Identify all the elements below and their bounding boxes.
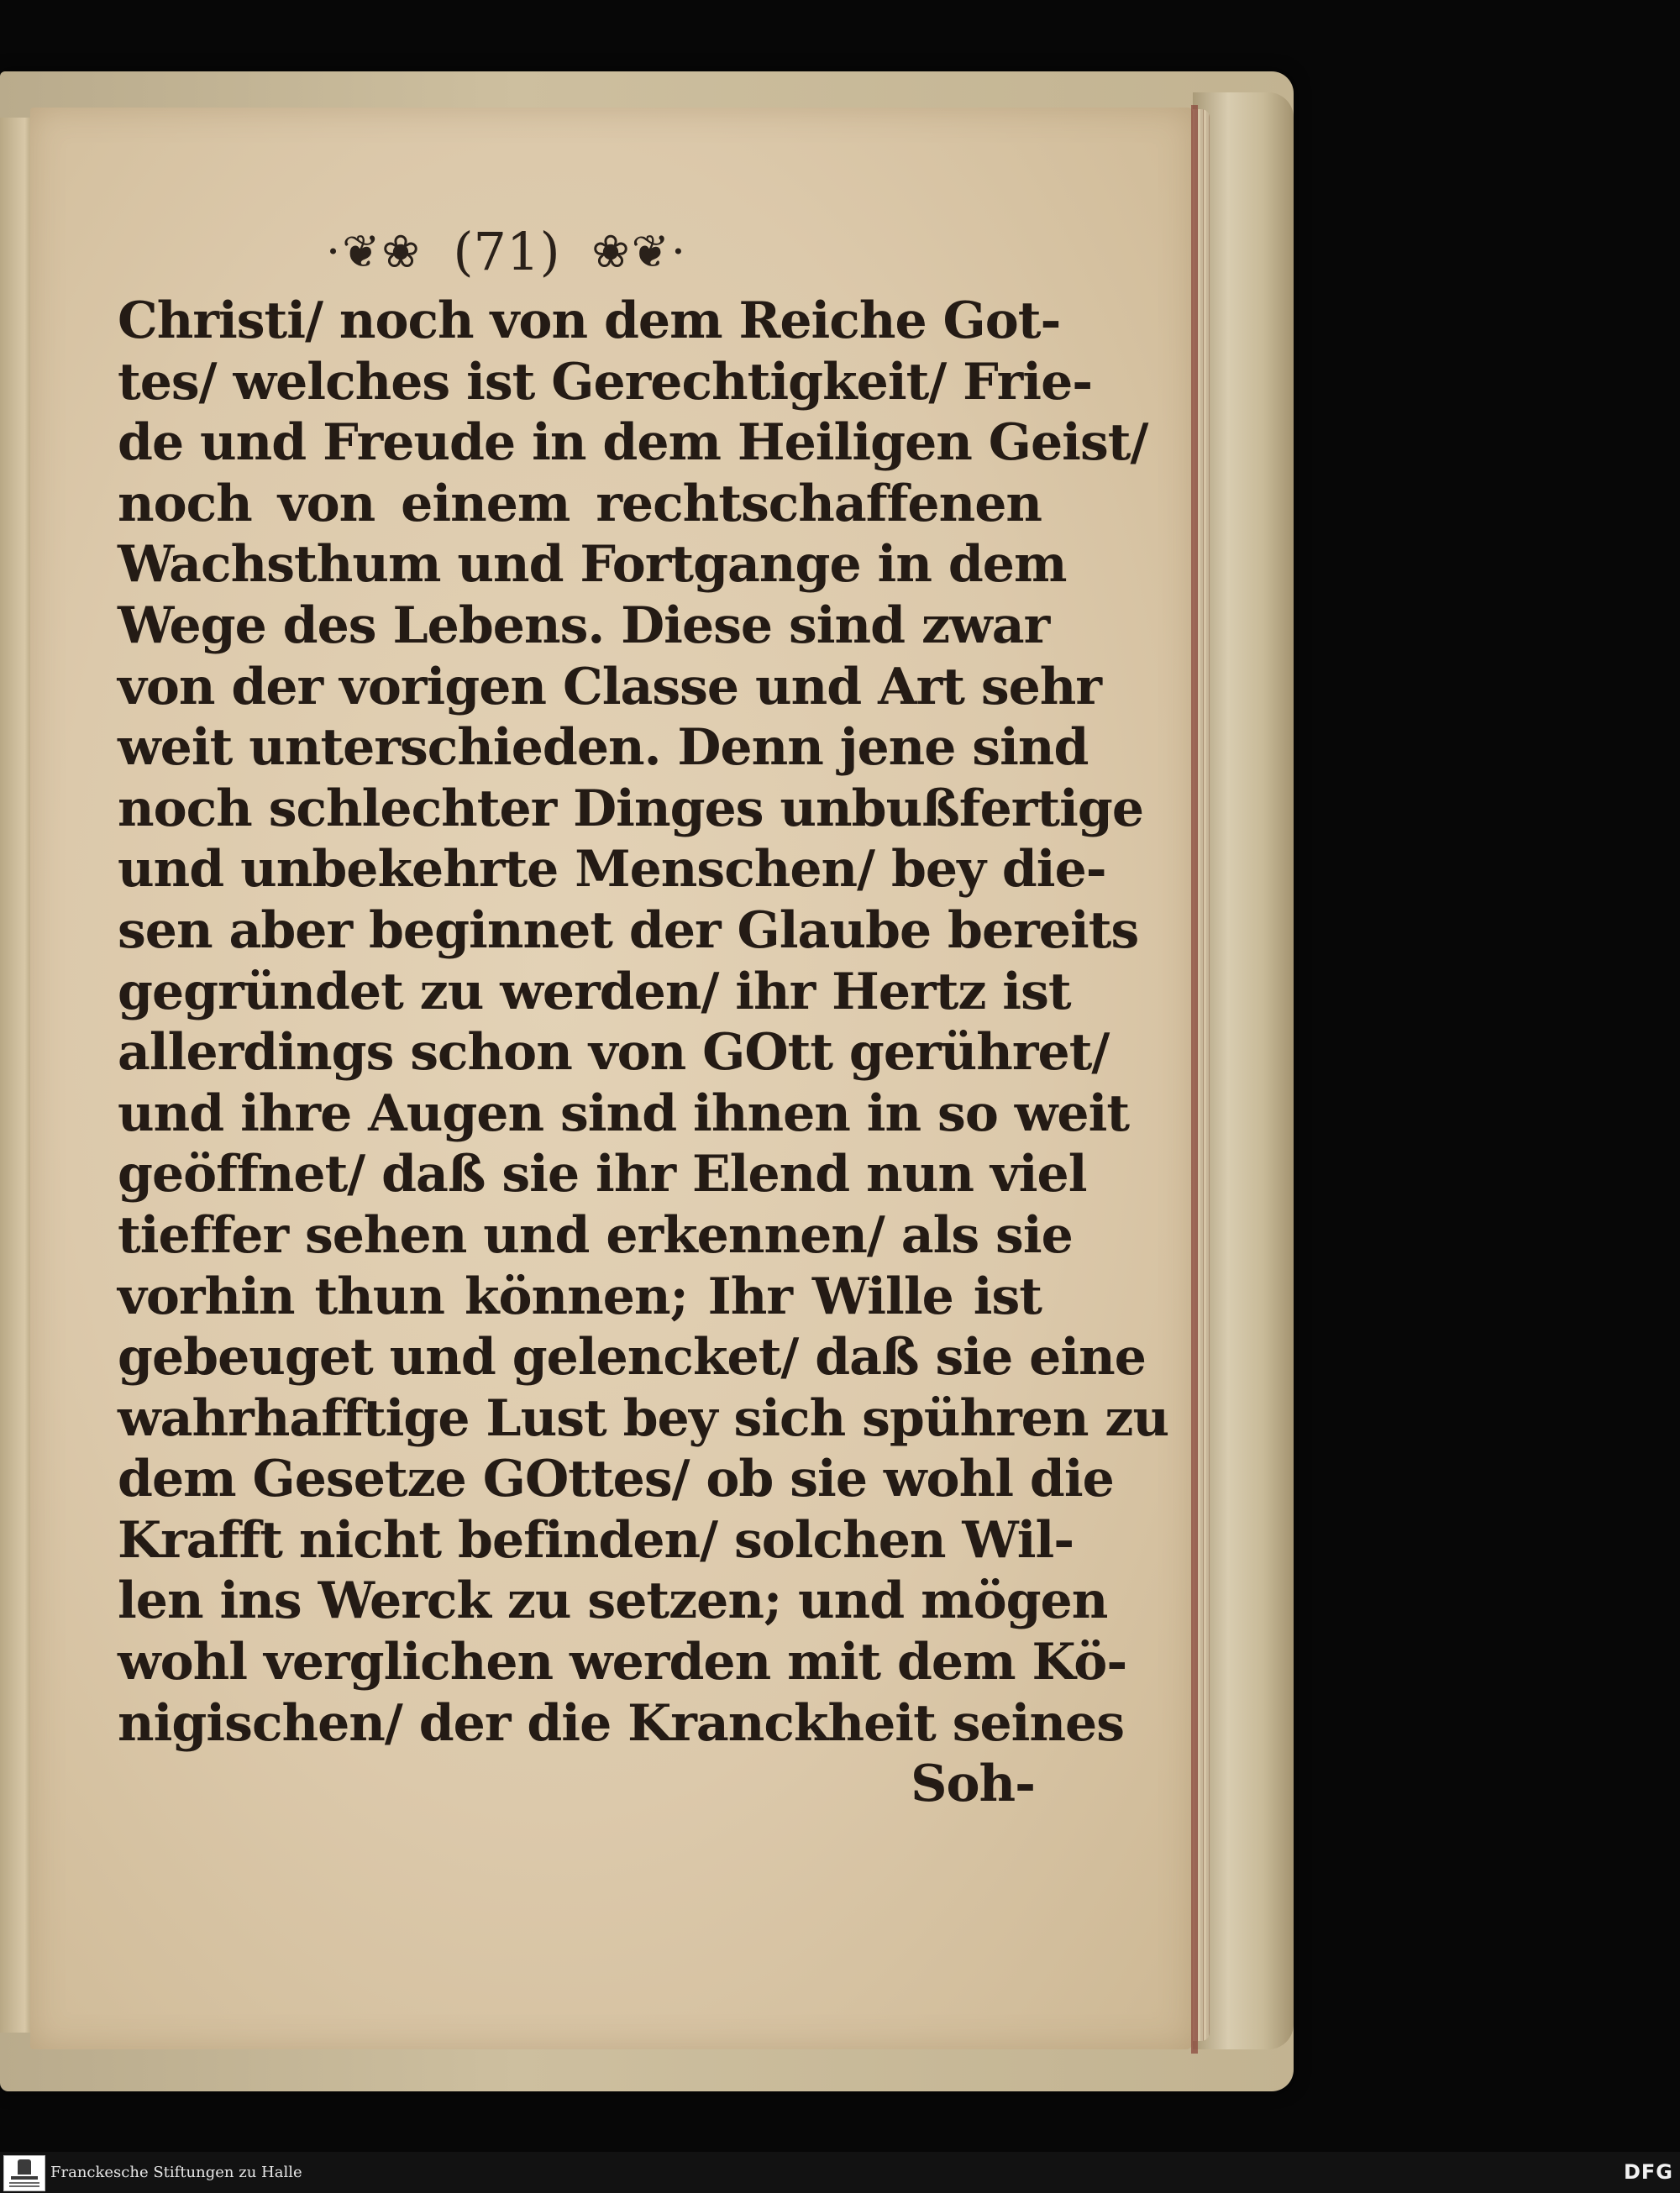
- page-header: [30, 217, 983, 292]
- page-body-text: [118, 291, 1169, 1815]
- text-line: len ins Werck zu setzen; und mögen: [118, 1571, 1108, 1631]
- text-line: sen aber beginnet der Glaube bereits: [118, 900, 1139, 960]
- ornament-left-icon: ·❦❀: [325, 225, 422, 279]
- text-line: Wachsthum und Fortgange in dem: [118, 535, 1067, 595]
- text-line: weit unterschieden. Denn jene sind: [118, 718, 1089, 778]
- text-line: gegründet zu werden/ ihr Hertz ist: [118, 962, 1071, 1021]
- institution-logo-icon[interactable]: [3, 2155, 45, 2191]
- text-line: Christi/ noch von dem Reiche Got-: [118, 291, 1061, 350]
- text-line: geöffnet/ daß sie ihr Elend nun viel: [118, 1145, 1087, 1204]
- catchword: Soh-: [911, 1755, 1035, 1814]
- text-line: nigischen/ der die Kranckheit seines: [118, 1693, 1125, 1753]
- page-number: (71): [453, 221, 560, 283]
- text-line: Wege des Lebens. Diese sind zwar: [118, 595, 1050, 655]
- text-line: tes/ welches ist Gerechtigkeit/ Frie-: [118, 352, 1093, 412]
- text-line: Krafft nicht befinden/ solchen Wil-: [118, 1510, 1074, 1570]
- text-line: und unbekehrte Menschen/ bey die-: [118, 840, 1106, 900]
- text-line: vorhin thun können; Ihr Wille ist: [118, 1267, 1042, 1326]
- text-line: wohl verglichen werden mit dem Kö-: [118, 1633, 1127, 1692]
- text-line: allerdings schon von GOtt gerühret/: [118, 1023, 1110, 1083]
- text-line: wahrhafftige Lust bey sich spühren zu: [118, 1388, 1169, 1448]
- text-line: dem Gesetze GOttes/ ob sie wohl die: [118, 1450, 1114, 1509]
- text-line: und ihre Augen sind ihnen in so weit: [118, 1083, 1130, 1143]
- text-line: tieffer sehen und erkennen/ als sie: [118, 1205, 1073, 1265]
- dfg-logo[interactable]: DFG: [1623, 2160, 1673, 2184]
- page-edge-red: [1191, 105, 1198, 2054]
- text-line: noch schlechter Dinges unbußfertige: [118, 779, 1144, 838]
- institution-name[interactable]: Franckesche Stiftungen zu Halle: [50, 2164, 302, 2181]
- ornament-right-icon: ❀❦·: [591, 225, 688, 279]
- text-line: de und Freude in dem Heiligen Geist/: [118, 413, 1148, 473]
- footer-bar: [0, 2152, 1680, 2193]
- text-line: gebeuget und gelencket/ daß sie eine: [118, 1328, 1146, 1388]
- text-line: noch von einem rechtschaffenen: [118, 474, 1042, 533]
- book-page: [30, 108, 1193, 2049]
- text-line: von der vorigen Classe und Art sehr: [118, 657, 1102, 716]
